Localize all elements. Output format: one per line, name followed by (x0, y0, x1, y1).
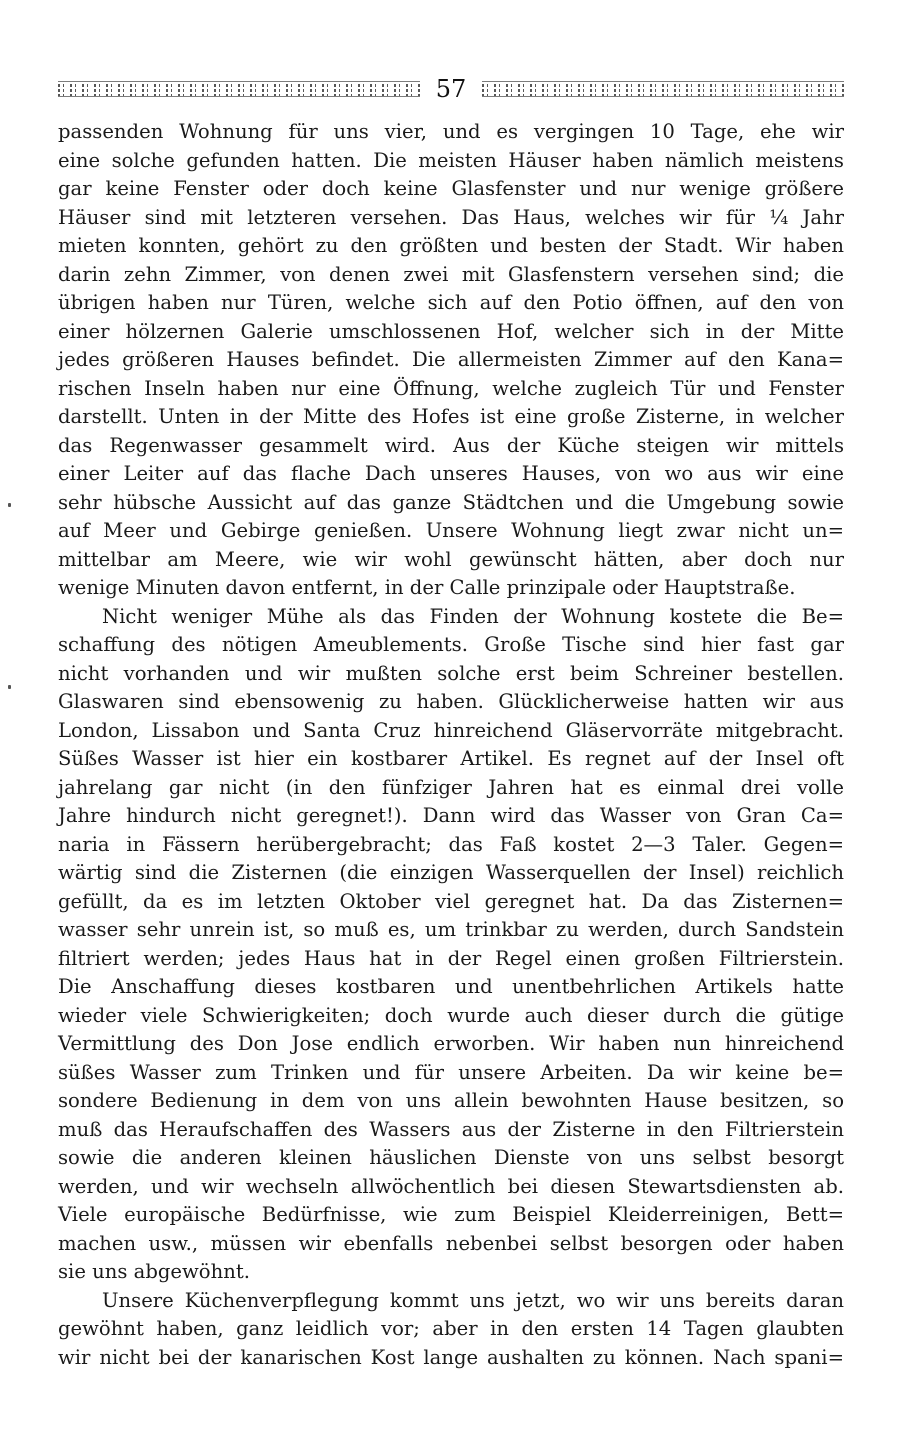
margin-speck (8, 503, 11, 507)
text-line: passenden Wohnung für uns vier, und es vergingen 10 Tage, ehe wir (58, 120, 844, 143)
text-line: Jahre hindurch nicht geregnet!). Dann wird das Wasser von Gran Ca= (58, 804, 844, 827)
text-line: sie uns abgewöhnt. (58, 1260, 250, 1283)
text-line: gefüllt, da es im letzten Oktober viel geregnet hat. Da das Zisternen= (58, 889, 844, 913)
text-line: muß das Heraufschaffen des Wassers aus der Zisterne in den Filtrierstein (58, 1117, 844, 1141)
text-line: Häuser sind mit letzteren versehen. Das Haus, welches wir für ¼ Jahr (58, 205, 844, 229)
body-text (58, 118, 844, 1372)
ornament-left (58, 81, 420, 97)
text-line: naria in Fässern herübergebracht; das Faß kostet 2—3 Taler. Gegen= (58, 832, 844, 856)
text-line: schaffung des nötigen Ameublements. Große Tische sind hier fast gar (58, 633, 844, 656)
text-line: mittelbar am Meere, wie wir wohl gewünscht hätten, aber doch nur (58, 547, 844, 571)
text-line: darstellt. Unten in der Mitte des Hofes ist eine große Zisterne, in welcher (58, 405, 844, 428)
text-line: sondere Bedienung in dem von uns allein bewohnten Hause besitzen, so (58, 1089, 844, 1112)
page-header (58, 70, 844, 108)
page-number: 57 (435, 75, 467, 103)
text-line: mieten konnten, gehört zu den größten und besten der Stadt. Wir haben (58, 234, 844, 257)
text-line: London, Lissabon und Santa Cruz hinreichend Gläservorräte mitgebracht. (58, 718, 844, 742)
text-line: Nicht weniger Mühe als das Finden der Wohnung kostete die Be= (102, 604, 844, 628)
text-line: wasser sehr unrein ist, so muß es, um trinkbar zu werden, durch Sandstein (58, 918, 844, 941)
margin-speck (8, 685, 11, 689)
text-line: Viele europäische Bedürfnisse, wie zum Beispiel Kleiderreinigen, Bett= (58, 1203, 844, 1226)
text-line: wir nicht bei der kanarischen Kost lange aushalten zu können. Nach spani= (58, 1345, 844, 1369)
text-line: eine solche gefunden hatten. Die meisten Häuser haben nämlich meistens (58, 148, 844, 172)
text-line: Unsere Küchenverpflegung kommt uns jetzt, wo wir uns bereits daran (102, 1288, 844, 1312)
text-line: einer Leiter auf das flache Dach unseres Hauses, von wo aus wir eine (58, 462, 844, 485)
text-line: filtriert werden; jedes Haus hat in der Regel einen großen Filtrierstein. (58, 946, 844, 970)
text-line: werden, und wir wechseln allwöchentlich bei diesen Stewartsdiensten ab. (58, 1174, 844, 1198)
text-line: auf Meer und Gebirge genießen. Unsere Wohnung liegt zwar nicht un= (58, 519, 844, 542)
text-line: rischen Inseln haben nur eine Öffnung, welche zugleich Tür und Fenster (58, 376, 844, 400)
text-line: darin zehn Zimmer, von denen zwei mit Glasfenstern versehen sind; die (58, 262, 844, 286)
text-line: gewöhnt haben, ganz leidlich vor; aber in den ersten 14 Tagen glaubten (58, 1317, 844, 1340)
text-line: Süßes Wasser ist hier ein kostbarer Artikel. Es regnet auf der Insel oft (58, 747, 844, 770)
text-line: das Regenwasser gesammelt wird. Aus der Küche steigen wir mittels (58, 433, 844, 457)
text-line: jahrelang gar nicht (in den fünfziger Jahren hat es einmal drei volle (58, 775, 844, 799)
text-line: nicht vorhanden und wir mußten solche erst beim Schreiner bestellen. (58, 661, 844, 685)
text-line: Vermittlung des Don Jose endlich erworben. Wir haben nun hinreichend (58, 1032, 844, 1055)
text-line: Die Anschaffung dieses kostbaren und unentbehrlichen Artikels hatte (58, 975, 844, 998)
ornament-right (482, 81, 844, 97)
text-line: gar keine Fenster oder doch keine Glasfenster und nur wenige größere (58, 177, 844, 200)
text-line: jedes größeren Hauses befindet. Die allermeisten Zimmer auf den Kana= (58, 348, 844, 371)
text-line: einer hölzernen Galerie umschlossenen Hof, welcher sich in der Mitte (58, 319, 844, 343)
text-line: Glaswaren sind ebensowenig zu haben. Glücklicherweise hatten wir aus (58, 690, 844, 713)
text-line: wärtig sind die Zisternen (die einzigen Wasserquellen der Insel) reichlich (58, 861, 844, 884)
text-line: wieder viele Schwierigkeiten; doch wurde auch dieser durch die gütige (58, 1003, 844, 1027)
text-line: süßes Wasser zum Trinken und für unsere Arbeiten. Da wir keine be= (58, 1060, 844, 1084)
text-line: sowie die anderen kleinen häuslichen Dienste von uns selbst besorgt (58, 1146, 844, 1169)
text-line: übrigen haben nur Türen, welche sich auf den Potio öffnen, auf den von (58, 291, 844, 314)
text-line: wenige Minuten davon entfernt, in der Calle prinzipale oder Hauptstraße. (58, 576, 796, 599)
text-line: machen usw., müssen wir ebenfalls nebenbei selbst besorgen oder haben (58, 1231, 844, 1255)
text-line: sehr hübsche Aussicht auf das ganze Städtchen und die Umgebung sowie (58, 490, 844, 514)
